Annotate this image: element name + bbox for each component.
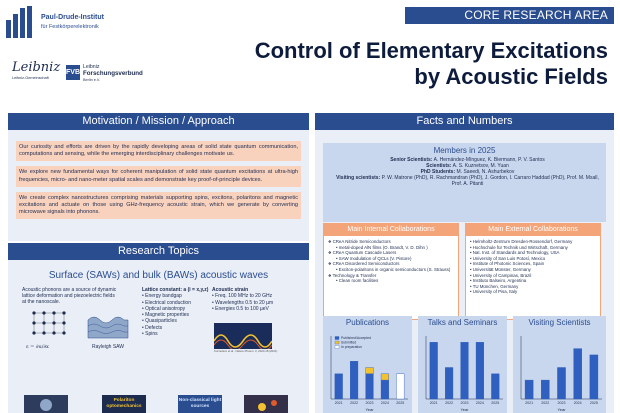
lattice-title: Lattice constant: a (i = x,y,z) — [142, 287, 209, 293]
fvb-logo — [66, 64, 143, 90]
x-tick-label: 2023 — [365, 401, 374, 405]
collab-item: ❖ Technology & Transfer — [328, 273, 454, 279]
lattice-item: • Spins — [142, 331, 212, 337]
member-names: M. Saeedi, N. Ashurbekov — [456, 169, 515, 175]
member-role: Scientists: — [426, 163, 452, 169]
title-line-1: Control of Elementary Excitations — [254, 38, 608, 63]
rayleigh-saw-illustration — [86, 308, 130, 343]
x-tick-label: 2023 — [557, 401, 566, 405]
member-role: Visiting scientists: — [336, 175, 381, 181]
collab-item: • University of Campinas, Brazil — [470, 273, 596, 279]
publications-chart — [323, 332, 412, 413]
x-tick-label: 2022 — [541, 401, 550, 405]
poster-title — [138, 38, 608, 90]
members-row — [323, 175, 606, 187]
bar — [557, 368, 565, 400]
x-tick-label: 2021 — [525, 401, 534, 405]
collab-subitem: • metal-doped AlN films (O. Brandt, V. D. Dihn ) — [328, 245, 454, 251]
bar — [461, 342, 469, 399]
bar — [491, 374, 499, 399]
lattice-item: • Quasiparticles — [142, 318, 212, 324]
x-tick-label: 2022 — [350, 401, 359, 405]
member-names: A. S. Kuznetsov, M. Yuan — [452, 163, 509, 169]
rayleigh-saw-label: Rayleigh SAW — [91, 344, 125, 350]
collab-item: • Institute of Photonic Sciences, Spain — [470, 261, 596, 267]
acoustic-strain-list — [212, 293, 302, 312]
lattice-item: • Defects — [142, 325, 212, 331]
bar — [476, 342, 484, 399]
chart-title: Visiting Scientists — [528, 318, 591, 327]
lattice-item: • Optical anisotropy — [142, 306, 212, 312]
internal-collaborations-list — [324, 236, 458, 287]
x-tick-label: 2025 — [589, 401, 598, 405]
talks-chart — [418, 332, 507, 413]
x-tick-label: 2025 — [396, 401, 405, 405]
facts-panel — [315, 113, 614, 413]
lattice-diagram — [24, 308, 79, 353]
fvb-line3: Berlin e.V. — [83, 78, 101, 82]
x-axis-label: Year — [557, 407, 566, 412]
external-collaborations-heading: Main External Collaborations — [466, 224, 600, 236]
fvb-line2: Forschungsverbund — [83, 70, 143, 77]
lattice-item: • Electrical conduction — [142, 300, 212, 306]
bar — [445, 368, 453, 400]
bar — [381, 380, 389, 399]
collab-subitem: • Exciton-polaritons in organic semiconductors (S. Strauss) — [328, 267, 454, 273]
legend-entry: Published/Accepted — [341, 336, 371, 340]
talks-chart-box — [418, 316, 507, 413]
motivation-heading: Motivation / Mission / Approach — [8, 113, 309, 130]
collab-item: • Instituto Balseiro, Argentina — [470, 278, 596, 284]
fvb-logo-mark: FVB — [66, 65, 80, 80]
collab-item: • University of San Luis Potosí, Mexico — [470, 256, 596, 262]
core-research-banner: CORE RESEARCH AREA — [405, 7, 614, 24]
x-tick-label: 2025 — [491, 401, 500, 405]
x-tick-label: 2021 — [334, 401, 343, 405]
collab-item: • University of Pisa, Italy — [470, 289, 596, 295]
acoustic-strain-item: • Wavelengths 0.5 to 20 µm — [212, 300, 302, 306]
acoustic-strain-item: • Energies 0.5 to 100 µeV — [212, 306, 302, 312]
legend-entry: Submitted — [341, 340, 357, 345]
collab-item: ❖ CReA Nitride Semiconductors — [328, 239, 454, 245]
research-thumbnail — [244, 395, 288, 413]
research-topics-panel — [8, 243, 309, 413]
publications-chart-box — [323, 316, 412, 413]
internal-collaborations-heading: Main Internal Collaborations — [324, 224, 458, 236]
collab-subitem: • Clean room facilities — [328, 278, 454, 284]
member-role: Senior Scientists: — [390, 157, 433, 163]
pdi-subtitle: für Festkörperelektronik — [41, 24, 99, 30]
motivation-panel — [8, 113, 309, 241]
pdi-logo — [6, 6, 106, 50]
polariton-optomechanics-chip: Polariton optomechanics — [102, 395, 146, 413]
chart-title: Publications — [345, 318, 390, 327]
bar — [396, 374, 404, 399]
collab-item: • Universität Münster, Germany — [470, 267, 596, 273]
members-title: Members in 2025 — [433, 146, 496, 155]
lattice-list — [142, 293, 212, 337]
lattice-column — [142, 287, 212, 337]
pdi-logo-mark — [6, 6, 36, 38]
strain-field-image — [214, 323, 272, 349]
motivation-body — [16, 141, 301, 224]
x-tick-label: 2021 — [429, 401, 438, 405]
visiting-chart — [513, 332, 606, 413]
member-names: A. Hernández-Mínguez, K. Biermann, P. V. Santos — [433, 157, 545, 163]
members-box — [323, 143, 606, 222]
x-axis-label: Year — [460, 407, 469, 412]
bar — [335, 374, 343, 399]
bar — [541, 380, 549, 399]
non-classical-light-chip: Non-classical light sources — [178, 395, 222, 413]
x-tick-label: 2024 — [380, 401, 389, 405]
research-topics-heading: Research Topics — [8, 243, 309, 260]
x-axis-label: Year — [365, 407, 374, 412]
member-role: PhD Students: — [420, 169, 456, 175]
poster-header — [0, 0, 620, 108]
bar — [350, 361, 358, 399]
visiting-scientists-chart-box — [513, 316, 606, 413]
motivation-paragraph: We explore new fundamental ways for coherent manipulation of solid state quantum excitations at ultra-high frequencies, micro- and nano-meter spatial scales and demonstrate key proof-of-principle devices. — [16, 166, 301, 186]
x-tick-label: 2024 — [573, 401, 582, 405]
bar — [366, 368, 374, 374]
research-subheading: Surface (SAWs) and bulk (BAWs) acoustic waves — [48, 270, 269, 281]
leibniz-logo — [12, 60, 64, 90]
legend-swatch — [335, 341, 339, 344]
lattice-item: • Energy bandgap — [142, 293, 212, 299]
legend-swatch — [335, 346, 339, 349]
leibniz-logo-subtitle: Leibniz-Gemeinschaft — [12, 76, 49, 80]
bar — [366, 374, 374, 399]
fvb-line1: Leibniz — [83, 64, 100, 70]
collab-item: ❖ CReA Quantum Cascade Lasers — [328, 250, 454, 256]
strain-figure-caption: Kuznetsov et al., Nature Photon. 3, 2023-18 (2021) — [214, 349, 278, 353]
x-tick-label: 2024 — [475, 401, 484, 405]
legend-entry: In preparation — [341, 345, 362, 349]
acoustic-strain-title: Acoustic strain — [212, 287, 249, 293]
collab-item: • Helmholtz-Zentrum Dresden-Rossendorf, Germany — [470, 239, 596, 245]
svg-text:ε = ∂u/∂x: ε = ∂u/∂x — [26, 344, 49, 350]
collab-item: • TU München, Germany — [470, 284, 596, 290]
internal-collaborations-box — [323, 223, 459, 320]
title-line-2: by Acoustic Fields — [414, 64, 608, 89]
bar — [430, 342, 438, 399]
bar — [381, 374, 389, 380]
pdi-name: Paul-Drude-Institut — [41, 14, 104, 21]
research-thumbnail — [24, 395, 68, 413]
chart-title: Talks and Seminars — [427, 318, 498, 327]
collab-item: • Nat. Inst. of Standards and Technology, USA — [470, 250, 596, 256]
x-tick-label: 2022 — [445, 401, 454, 405]
member-names: P. W. Matrone (PhD), R. Rachmandran (PhD), J. Gordon, I. Carraro Haddad (PhD), Prof. M. Msall, Prof. A. Pitanti — [381, 175, 599, 187]
bar — [525, 380, 533, 399]
motivation-paragraph: Our curiosity and efforts are driven by the rapidly developing areas of solid state quantum communication, computations and sensing, while the emerging interdisciplinary challenges motivate us. — [16, 141, 301, 161]
motivation-paragraph: We create complex nanostructures comprising materials supporting spins, excitons, polaritons and magnetic excitations and actuate on those using GHz-frequency acoustic strain, which we generate by converting microwave signals into phonons. — [16, 192, 301, 220]
external-collaborations-box — [465, 223, 601, 320]
acoustic-strain-column — [212, 287, 302, 312]
bar — [574, 349, 582, 399]
bar — [590, 355, 598, 399]
external-collaborations-list — [466, 236, 600, 298]
lattice-item: • Magnetic properties — [142, 312, 212, 318]
legend-swatch — [335, 337, 339, 340]
leibniz-logo-script: Leibniz — [12, 60, 61, 75]
x-tick-label: 2023 — [460, 401, 469, 405]
collab-item: • Hochschule für Technik und Wirtschaft, Germany — [470, 245, 596, 251]
collab-item: ❖ CReA Disordered Semiconductors — [328, 261, 454, 267]
facts-heading: Facts and Numbers — [315, 113, 614, 130]
acoustic-strain-item: • Freq. 100 MHz to 20 GHz — [212, 293, 302, 299]
collab-subitem: • SAW modulation of QCLs (V. Pistore) — [328, 256, 454, 262]
research-intro: Acoustic phonons are a source of dynamic lattice deformation and piezoelectric fields at the nanoscale. — [22, 287, 117, 305]
